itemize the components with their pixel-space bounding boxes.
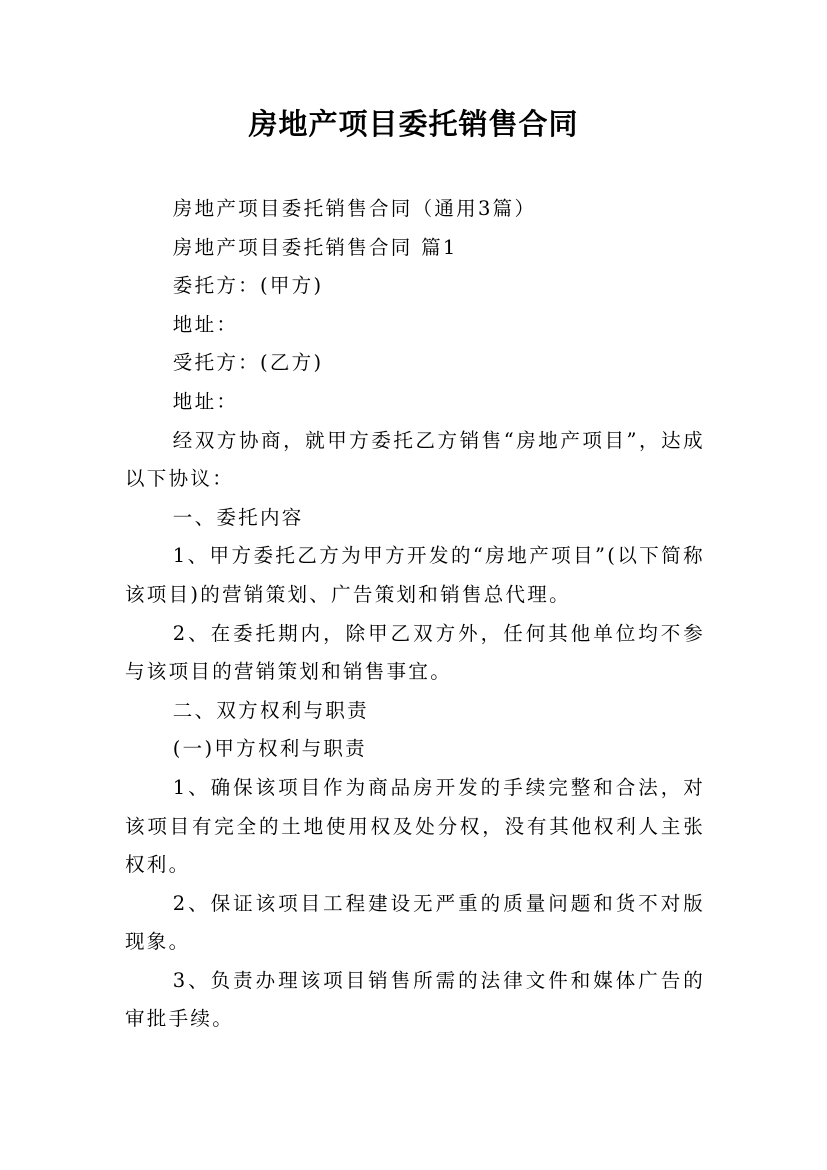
- paragraph-section-heading: 房地产项目委托销售合同 篇1: [172, 235, 458, 259]
- paragraph-subheading-2-1: (一)甲方权利与职责: [172, 737, 367, 761]
- paragraph-clause-2-1: 1、确保该项目作为商品房开发的手续完整和合法，对该项目有完全的土地使用权及处分权，没有其他权利人主张权利。: [125, 775, 705, 877]
- document-body: [125, 190, 705, 1039]
- paragraph-clause-1-1: 1、甲方委托乙方为甲方开发的“房地产项目”(以下简称该项目)的营销策划、广告策划和销售总代理。: [125, 544, 705, 606]
- paragraph-clause-2-2: 2、保证该项目工程建设无严重的质量问题和货不对版现象。: [125, 891, 705, 954]
- paragraph-party-a: 委托方：(甲方): [172, 274, 324, 298]
- paragraph-clause-1-2: 2、在委托期内，除甲乙双方外，任何其他单位均不参与该项目的营销策划和销售事宜。: [125, 621, 705, 684]
- paragraph-heading-1: 一、委托内容: [172, 505, 304, 529]
- document-title: 房地产项目委托销售合同: [248, 107, 579, 141]
- paragraph-agreement-intro: 经双方协商，就甲方委托乙方销售“房地产项目”，达成以下协议：: [125, 428, 705, 491]
- paragraph-subtitle: 房地产项目委托销售合同（通用3篇）: [172, 197, 537, 220]
- paragraph-heading-2: 二、双方权利与职责: [172, 698, 369, 722]
- paragraph-clause-2-3: 3、负责办理该项目销售所需的法律文件和媒体广告的审批手续。: [125, 968, 705, 1031]
- paragraph-party-b-address: 地址：: [172, 389, 239, 413]
- paragraph-party-a-address: 地址：: [172, 312, 239, 336]
- paragraph-party-b: 受托方：(乙方): [172, 351, 324, 375]
